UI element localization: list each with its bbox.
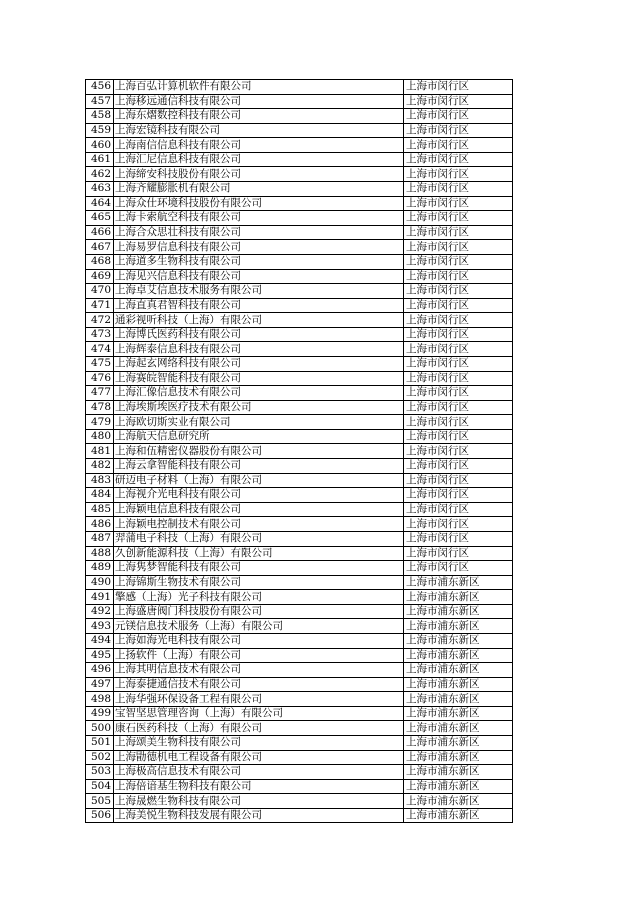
table-row: [86, 808, 513, 823]
table-row: [86, 400, 513, 415]
row-number: 481: [86, 444, 114, 459]
district: 上海市闵行区: [404, 356, 513, 371]
district: 上海市闵行区: [404, 196, 513, 211]
row-number: 498: [86, 692, 114, 707]
table-row: [86, 765, 513, 780]
district: 上海市浦东新区: [404, 663, 513, 678]
table-row: [86, 342, 513, 357]
table-row: [86, 444, 513, 459]
table-row: [86, 590, 513, 605]
row-number: 464: [86, 196, 114, 211]
row-number: 470: [86, 284, 114, 299]
district: 上海市闵行区: [404, 531, 513, 546]
company-name: 上海倍谙基生物科技有限公司: [114, 779, 404, 794]
table-row: [86, 677, 513, 692]
district: 上海市浦东新区: [404, 721, 513, 736]
district: 上海市闵行区: [404, 400, 513, 415]
table-row: [86, 182, 513, 197]
table-row: [86, 371, 513, 386]
company-name: 上海颂美生物科技有限公司: [114, 736, 404, 751]
company-name: 上海合众思壮科技有限公司: [114, 225, 404, 240]
company-name: 元镁信息技术服务（上海）有限公司: [114, 619, 404, 634]
district: 上海市闵行区: [404, 429, 513, 444]
district: 上海市闵行区: [404, 517, 513, 532]
table-row: [86, 138, 513, 153]
district: 上海市闵行区: [404, 444, 513, 459]
district: 上海市闵行区: [404, 167, 513, 182]
district: 上海市闵行区: [404, 284, 513, 299]
district: 上海市浦东新区: [404, 648, 513, 663]
row-number: 489: [86, 561, 114, 576]
table-row: [86, 648, 513, 663]
company-name: 上海东熠数控科技有限公司: [114, 109, 404, 124]
company-name: 上海美悦生物科技发展有限公司: [114, 808, 404, 823]
row-number: 461: [86, 152, 114, 167]
table-row: [86, 488, 513, 503]
district: 上海市浦东新区: [404, 604, 513, 619]
table-row: [86, 356, 513, 371]
company-name: 上海锦斯生物技术有限公司: [114, 575, 404, 590]
row-number: 485: [86, 502, 114, 517]
row-number: 505: [86, 794, 114, 809]
company-name: 上海见兴信息科技有限公司: [114, 269, 404, 284]
table-row: [86, 502, 513, 517]
row-number: 482: [86, 459, 114, 474]
district: 上海市闵行区: [404, 94, 513, 109]
table-row: [86, 211, 513, 226]
row-number: 463: [86, 182, 114, 197]
row-number: 456: [86, 80, 114, 95]
company-name: 久创新能源科技（上海）有限公司: [114, 546, 404, 561]
company-name: 上海隽梦智能科技有限公司: [114, 561, 404, 576]
table-row: [86, 779, 513, 794]
company-name: 上扬软件（上海）有限公司: [114, 648, 404, 663]
table-row: [86, 692, 513, 707]
district: 上海市浦东新区: [404, 677, 513, 692]
row-number: 486: [86, 517, 114, 532]
table-row: [86, 721, 513, 736]
district: 上海市闵行区: [404, 240, 513, 255]
district: 上海市闵行区: [404, 298, 513, 313]
table-row: [86, 750, 513, 765]
company-name: 上海汇尼信息科技有限公司: [114, 152, 404, 167]
company-name: 宝智坚思管理咨询（上海）有限公司: [114, 706, 404, 721]
table-row: [86, 386, 513, 401]
row-number: 458: [86, 109, 114, 124]
district: 上海市闵行区: [404, 182, 513, 197]
table-row: [86, 546, 513, 561]
row-number: 495: [86, 648, 114, 663]
company-name: 上海华强环保设备工程有限公司: [114, 692, 404, 707]
row-number: 483: [86, 473, 114, 488]
row-number: 487: [86, 531, 114, 546]
row-number: 474: [86, 342, 114, 357]
company-name: 上海航天信息研究所: [114, 429, 404, 444]
district: 上海市浦东新区: [404, 779, 513, 794]
district: 上海市闵行区: [404, 561, 513, 576]
row-number: 469: [86, 269, 114, 284]
company-name: 上海埃斯埃医疗技术有限公司: [114, 400, 404, 415]
table-row: [86, 327, 513, 342]
table-row: [86, 123, 513, 138]
table-row: [86, 109, 513, 124]
row-number: 465: [86, 211, 114, 226]
company-name: 上海百弘计算机软件有限公司: [114, 80, 404, 95]
company-name: 上海盛唐阀门科技股份有限公司: [114, 604, 404, 619]
table-row: [86, 313, 513, 328]
table-row: [86, 604, 513, 619]
district: 上海市闵行区: [404, 342, 513, 357]
district: 上海市浦东新区: [404, 736, 513, 751]
row-number: 459: [86, 123, 114, 138]
company-name: 上海赛皖智能科技有限公司: [114, 371, 404, 386]
row-number: 457: [86, 94, 114, 109]
table-row: [86, 575, 513, 590]
company-name: 上海勖德机电工程设备有限公司: [114, 750, 404, 765]
table-row: [86, 736, 513, 751]
district: 上海市浦东新区: [404, 590, 513, 605]
table-row: [86, 167, 513, 182]
district: 上海市闵行区: [404, 502, 513, 517]
district: 上海市闵行区: [404, 415, 513, 430]
row-number: 490: [86, 575, 114, 590]
row-number: 504: [86, 779, 114, 794]
district: 上海市浦东新区: [404, 692, 513, 707]
district: 上海市浦东新区: [404, 794, 513, 809]
district: 上海市闵行区: [404, 152, 513, 167]
district: 上海市闵行区: [404, 473, 513, 488]
company-name: 上海易罗信息科技有限公司: [114, 240, 404, 255]
table-row: [86, 225, 513, 240]
row-number: 503: [86, 765, 114, 780]
district: 上海市闵行区: [404, 109, 513, 124]
table-row: [86, 517, 513, 532]
district: 上海市闵行区: [404, 488, 513, 503]
row-number: 471: [86, 298, 114, 313]
table-row: [86, 459, 513, 474]
company-list-table: [85, 79, 513, 823]
row-number: 492: [86, 604, 114, 619]
district: 上海市闵行区: [404, 211, 513, 226]
district: 上海市闵行区: [404, 546, 513, 561]
district: 上海市浦东新区: [404, 633, 513, 648]
row-number: 496: [86, 663, 114, 678]
district: 上海市闵行区: [404, 371, 513, 386]
district: 上海市闵行区: [404, 313, 513, 328]
company-name: 上海和伍精密仪器股份有限公司: [114, 444, 404, 459]
row-number: 472: [86, 313, 114, 328]
table-row: [86, 531, 513, 546]
row-number: 497: [86, 677, 114, 692]
company-name: 上海移远通信科技有限公司: [114, 94, 404, 109]
district: 上海市闵行区: [404, 459, 513, 474]
district: 上海市闵行区: [404, 254, 513, 269]
row-number: 467: [86, 240, 114, 255]
district: 上海市浦东新区: [404, 808, 513, 823]
row-number: 506: [86, 808, 114, 823]
row-number: 480: [86, 429, 114, 444]
table-row: [86, 298, 513, 313]
row-number: 478: [86, 400, 114, 415]
company-name: 上海颖电控制技术有限公司: [114, 517, 404, 532]
company-name: 通彩视听科技（上海）有限公司: [114, 313, 404, 328]
company-name: 上海如海光电科技有限公司: [114, 633, 404, 648]
row-number: 491: [86, 590, 114, 605]
table-row: [86, 473, 513, 488]
company-name: 上海泰捷通信技术有限公司: [114, 677, 404, 692]
table-row: [86, 633, 513, 648]
row-number: 479: [86, 415, 114, 430]
company-name: 上海直真君智科技有限公司: [114, 298, 404, 313]
table-row: [86, 794, 513, 809]
table-row: [86, 240, 513, 255]
table-row: [86, 152, 513, 167]
company-name: 上海其明信息技术有限公司: [114, 663, 404, 678]
row-number: 484: [86, 488, 114, 503]
district: 上海市浦东新区: [404, 750, 513, 765]
company-name: 上海博氏医药科技有限公司: [114, 327, 404, 342]
company-name: 上海众仕环境科技股份有限公司: [114, 196, 404, 211]
company-name: 上海宏镜科技有限公司: [114, 123, 404, 138]
row-number: 462: [86, 167, 114, 182]
company-name: 康石医药科技（上海）有限公司: [114, 721, 404, 736]
row-number: 466: [86, 225, 114, 240]
table-row: [86, 284, 513, 299]
company-name: 上海起玄网络科技有限公司: [114, 356, 404, 371]
company-name: 上海道多生物科技有限公司: [114, 254, 404, 269]
company-name: 上海卓艾信息技术服务有限公司: [114, 284, 404, 299]
row-number: 473: [86, 327, 114, 342]
company-name: 擎感（上海）光子科技有限公司: [114, 590, 404, 605]
company-name: 上海汇像信息技术有限公司: [114, 386, 404, 401]
company-name: 上海极高信息技术有限公司: [114, 765, 404, 780]
company-name: 上海齐耀膨胀机有限公司: [114, 182, 404, 197]
district: 上海市闵行区: [404, 80, 513, 95]
row-number: 500: [86, 721, 114, 736]
row-number: 501: [86, 736, 114, 751]
district: 上海市闵行区: [404, 123, 513, 138]
table-row: [86, 254, 513, 269]
district: 上海市闵行区: [404, 138, 513, 153]
company-name: 上海视介光电科技有限公司: [114, 488, 404, 503]
table-row: [86, 663, 513, 678]
table-row: [86, 269, 513, 284]
district: 上海市闵行区: [404, 327, 513, 342]
row-number: 468: [86, 254, 114, 269]
district: 上海市浦东新区: [404, 575, 513, 590]
table-row: [86, 415, 513, 430]
table-row: [86, 429, 513, 444]
district: 上海市闵行区: [404, 225, 513, 240]
table-body: [86, 80, 513, 823]
company-name: 上海云拿智能科技有限公司: [114, 459, 404, 474]
row-number: 494: [86, 633, 114, 648]
company-name: 羿蒲电子科技（上海）有限公司: [114, 531, 404, 546]
table-row: [86, 80, 513, 95]
district: 上海市浦东新区: [404, 765, 513, 780]
company-name: 上海南信信息科技有限公司: [114, 138, 404, 153]
row-number: 476: [86, 371, 114, 386]
district: 上海市闵行区: [404, 386, 513, 401]
company-name: 上海欧切斯实业有限公司: [114, 415, 404, 430]
table-row: [86, 561, 513, 576]
table-row: [86, 196, 513, 211]
company-name: 上海辉泰信息科技有限公司: [114, 342, 404, 357]
company-name: 上海晟燃生物科技有限公司: [114, 794, 404, 809]
row-number: 493: [86, 619, 114, 634]
district: 上海市浦东新区: [404, 706, 513, 721]
district: 上海市浦东新区: [404, 619, 513, 634]
company-name: 研迈电子材料（上海）有限公司: [114, 473, 404, 488]
company-name: 上海缔安科技股份有限公司: [114, 167, 404, 182]
row-number: 477: [86, 386, 114, 401]
row-number: 499: [86, 706, 114, 721]
table-row: [86, 706, 513, 721]
table-row: [86, 619, 513, 634]
row-number: 502: [86, 750, 114, 765]
company-name: 上海颖电信息科技有限公司: [114, 502, 404, 517]
row-number: 488: [86, 546, 114, 561]
table-row: [86, 94, 513, 109]
row-number: 475: [86, 356, 114, 371]
row-number: 460: [86, 138, 114, 153]
company-name: 上海卡索航空科技有限公司: [114, 211, 404, 226]
district: 上海市闵行区: [404, 269, 513, 284]
